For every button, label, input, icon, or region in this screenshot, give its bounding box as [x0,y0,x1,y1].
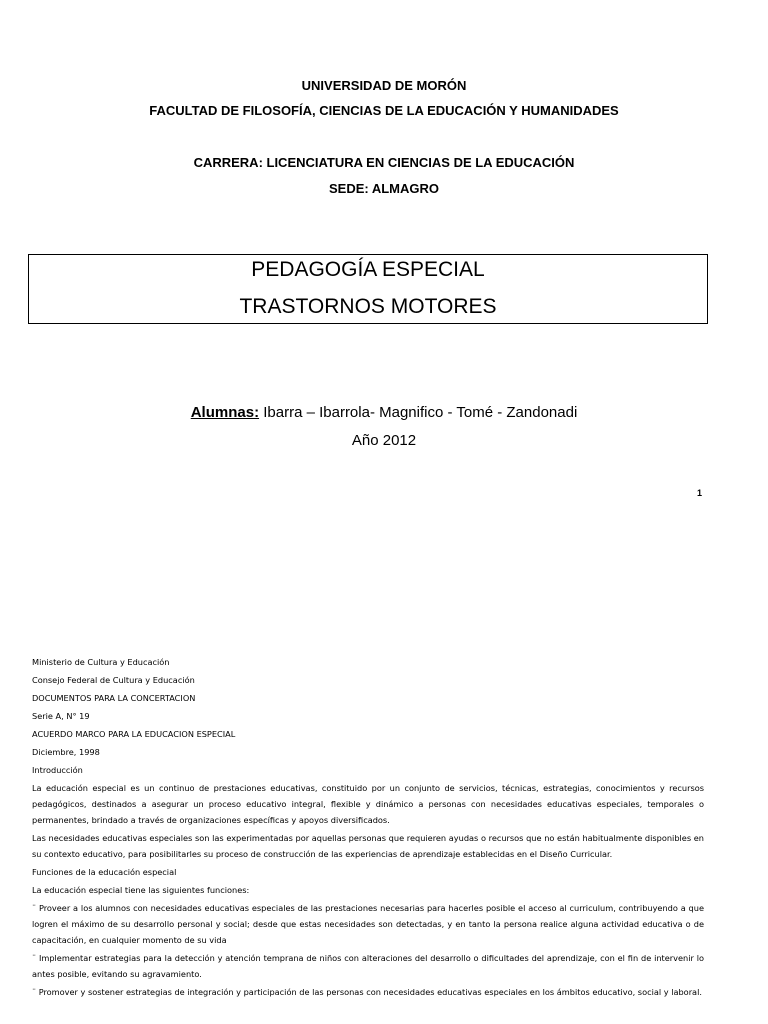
docs-line: DOCUMENTOS PARA LA CONCERTACION [32,693,196,703]
function-item-1: ¨ Proveer a los alumnos con necesidades educativas especiales de las prestaciones necesarias para hacerles posible el acceso al curriculum, contribuyendo a que logren el máximo de su desarrollo personal y social; desde que estas necesidades son detectadas, y en tanto la persona realice alguna actividad educativa o de capacitación, en cualquier momento de su vida [32,903,704,945]
faculty-name: FACULTAD DE FILOSOFÍA, CIENCIAS DE LA EDUCACIÓN Y HUMANIDADES [149,103,619,118]
series-line: Serie A, N° 19 [32,711,90,721]
date-line: Diciembre, 1998 [32,747,100,757]
intro-heading: Introducción [32,765,83,775]
council-line: Consejo Federal de Cultura y Educación [32,675,195,685]
paragraph-2: Las necesidades educativas especiales son las experimentadas por aquellas personas que requieren ayudas o recursos que no están habitualmente disponibles en su contexto educativo, para posibilitarles su proceso de construcción de las experiencias de aprendizaje establecidas en el Diseño Curricular. [32,833,704,859]
document-body [32,654,704,1000]
function-item-3: ¨ Promover y sostener estrategias de integración y participación de las personas con necesidades educativas especiales en los ámbitos educativo, social y laboral. [32,987,702,997]
university-name: UNIVERSIDAD DE MORÓN [301,78,467,93]
functions-intro: La educación especial tiene las siguientes funciones: [32,885,250,895]
authors-names: Ibarra – Ibarrola- Magnifico - Tomé - Zandonadi [259,404,578,421]
paragraph-1: La educación especial es un continuo de prestaciones educativas, constituido por un conjunto de servicios, técnicas, estrategias, conocimientos y recursos pedagógicos, destinados a asegurar un proceso educativo integral, flexible y dinámico a personas con necesidades educativas especiales, temporales o permanentes, brindado a través de organizaciones específicas y apoyos diversificados. [32,783,704,825]
ministry-line: Ministerio de Cultura y Educación [32,657,170,667]
title-box [28,254,708,324]
function-item-2: ¨ Implementar estrategias para la detección y atención temprana de niños con alteraciones del desarrollo o dificultades del aprendizaje, con el fin de intervenir lo antes posible, evitando su agravamiento. [32,953,704,979]
title-line-1: PEDAGOGÍA ESPECIAL [251,258,485,281]
authors-line [0,404,768,421]
title-line-2: TRASTORNOS MOTORES [239,295,497,318]
year: Año 2012 [351,432,417,449]
campus-name: SEDE: ALMAGRO [328,181,440,196]
functions-heading: Funciones de la educación especial [32,867,177,877]
authors-label: Alumnas: [190,404,260,421]
agreement-line: ACUERDO MARCO PARA LA EDUCACION ESPECIAL [32,729,236,739]
page-number: 1 [697,488,703,498]
career-name: CARRERA: LICENCIATURA EN CIENCIAS DE LA EDUCACIÓN [193,155,575,170]
